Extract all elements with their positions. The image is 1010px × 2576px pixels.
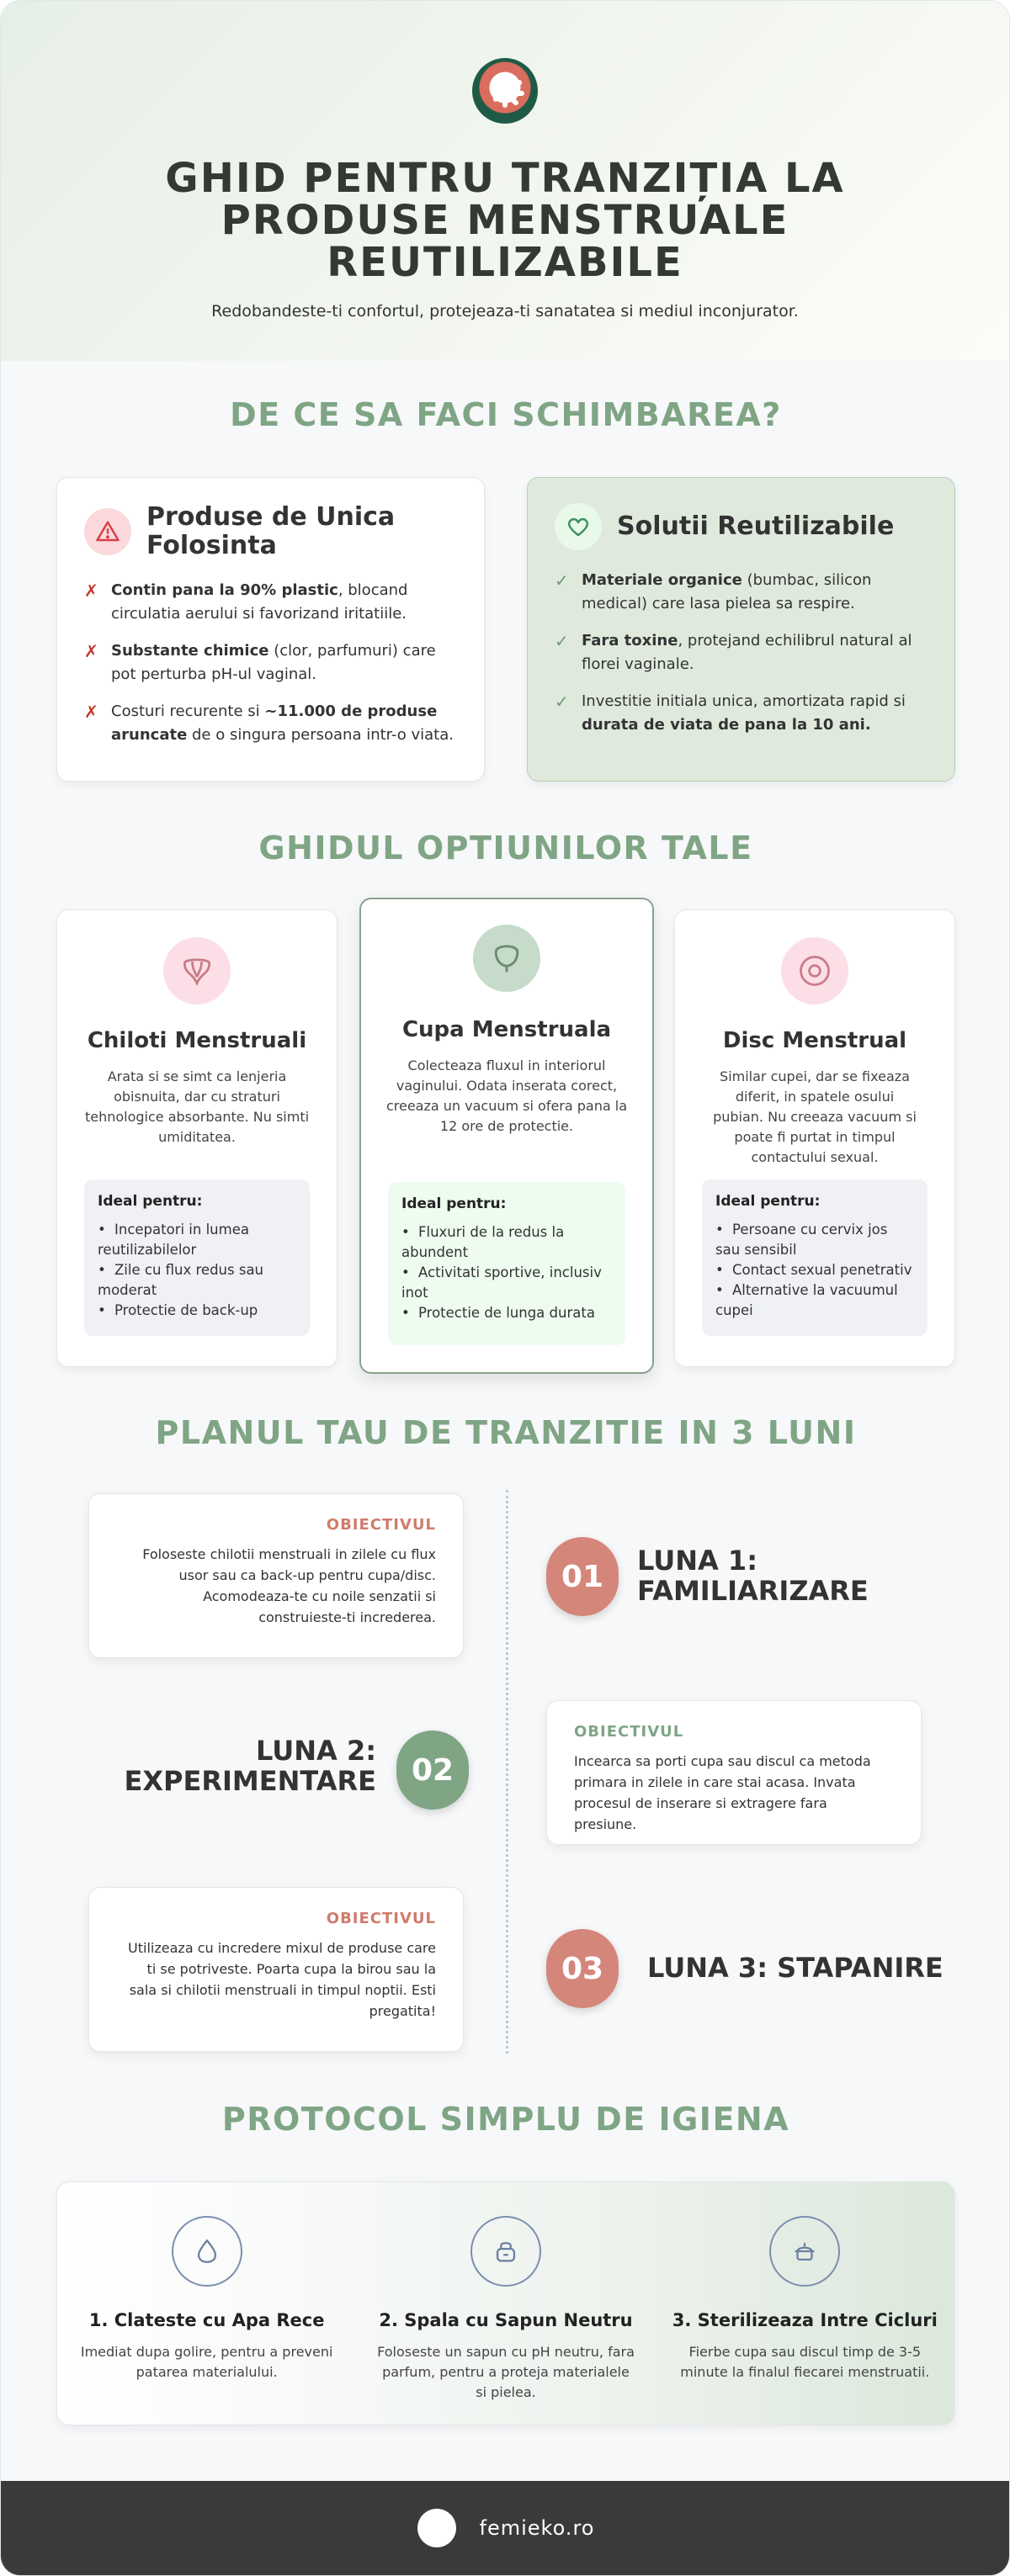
hygiene-step: [356, 2182, 655, 2425]
disposable-title: Produse de Unica Folosinta: [146, 502, 396, 560]
step-number-badge: 02: [396, 1731, 469, 1810]
ideal-item: • Incepatori in lumea reutilizabilelor: [98, 1220, 296, 1260]
hygiene-protocol: [56, 2181, 955, 2425]
comparison-item: ✗ Contin pana la 90% plastic, blocand circulatia aerului si favorizand iritatiile.: [84, 579, 457, 626]
objective-text: Foloseste chilotii menstruali in zilele cu flux usor sau ca back-up pentru cupa/disc. Acomodeaza-te cu noile senzatii si construieste-ti increderea.: [142, 1546, 436, 1625]
hygiene-step-text: Foloseste un sapun cu pH neutru, fara parfum, pentru a proteja materialele si pielea.: [377, 2344, 635, 2400]
boiling-pot-icon: [769, 2216, 840, 2287]
cross-icon: ✗: [84, 702, 98, 722]
ideal-box: [388, 1182, 625, 1345]
comparison-section: [56, 477, 955, 782]
objective-text: Incearca sa porti cupa sau discul ca metoda primara in zilele in care stai acasa. Invata procesul de inserare si extragere fara presiune.: [574, 1753, 871, 1832]
footer-site-link[interactable]: femieko.ro: [479, 2516, 595, 2540]
options-section-title: GHIDUL OPTIUNILOR TALE: [258, 830, 753, 867]
comparison-item: ✓ Investitie initiala unica, amortizata rapid si durata de viata de pana la 10 ani.: [555, 690, 928, 737]
option-title: Disc Menstrual: [722, 1028, 907, 1053]
reusable-title: Solutii Reutilizabile: [617, 511, 895, 541]
option-title: Chiloti Menstruali: [87, 1028, 307, 1053]
hero-header: [1, 1, 1009, 361]
warning-icon: [84, 508, 131, 555]
disposable-card: [56, 477, 485, 782]
step-label: LUNA 1: FAMILIARIZARE: [637, 1545, 869, 1607]
disposable-list: [84, 579, 457, 747]
timeline-card-month-1: [88, 1493, 464, 1658]
page-subtitle: Redobandeste-ti confortul, protejeaza-ti sanatatea si mediul inconjurator.: [211, 302, 799, 321]
ideal-item: • Fluxuri de la redus la abundent: [401, 1222, 612, 1263]
objective-label: OBIECTIVUL: [326, 1910, 436, 1927]
why-section-title: DE CE SA FACI SCHIMBAREA?: [230, 396, 782, 433]
comparison-item: ✓ Fara toxine, protejand echilibrul natural al florei vaginale.: [555, 629, 928, 676]
option-description: Arata si se simt ca lenjeria obisnuita, dar cu straturi tehnologice absorbante. Nu simti umiditatea.: [84, 1068, 310, 1145]
cross-icon: ✗: [84, 641, 98, 661]
hygiene-step-title: 2. Spala cu Sapun Neutru: [379, 2310, 633, 2330]
objective-text: Utilizeaza cu incredere mixul de produse care ti se potriveste. Poarta cupa la birou sau la sala si chilotii menstruali in timpul noptii. Esti pregatita!: [128, 1940, 436, 2019]
timeline-card-month-3: [88, 1887, 464, 2052]
reusable-card: [527, 477, 955, 782]
hygiene-section-title: PROTOCOL SIMPLU DE IGIENA: [221, 2101, 790, 2138]
step-number-badge: 03: [546, 1929, 619, 2008]
ideal-box: [702, 1179, 928, 1336]
timeline-card-month-2: [546, 1700, 922, 1845]
ideal-item: • Alternative la vacuumul cupei: [715, 1280, 914, 1321]
brand-logo: [472, 58, 538, 124]
comparison-item: ✗ Substante chimice (clor, parfumuri) care pot perturba pH-ul vaginal.: [84, 639, 457, 686]
footer: [1, 2481, 1010, 2575]
timeline-line: [506, 1490, 508, 2054]
ideal-item: • Zile cu flux redus sau moderat: [98, 1260, 296, 1301]
option-title: Cupa Menstruala: [401, 1017, 612, 1042]
objective-label: OBIECTIVUL: [326, 1516, 436, 1534]
step-label: LUNA 2: EXPERIMENTARE: [124, 1735, 376, 1797]
check-icon: ✓: [555, 570, 569, 591]
ideal-item: • Protectie de back-up: [98, 1301, 296, 1321]
hygiene-step-title: 3. Sterilizeaza Intre Cicluri: [672, 2310, 938, 2330]
option-card-underwear: [56, 909, 338, 1367]
ideal-item: • Activitati sportive, inclusiv inot: [401, 1263, 612, 1303]
hygiene-step-text: Fierbe cupa sau discul timp de 3-5 minute la finalul fiecarei menstruatii.: [680, 2344, 930, 2380]
page-title: GHID PENTRU TRANZIȚIA LA PRODUSE MENSTRUALE REUTILIZABILE: [165, 155, 845, 286]
check-icon: ✓: [555, 692, 569, 712]
options-section: [56, 898, 955, 1370]
water-drop-icon: [172, 2216, 242, 2287]
ideal-item: • Contact sexual penetrativ: [715, 1260, 914, 1280]
ideal-item: • Protectie de lunga durata: [401, 1303, 612, 1323]
check-icon: ✓: [555, 631, 569, 651]
reusable-list: [555, 569, 928, 737]
option-card-disc: [674, 909, 955, 1367]
transition-timeline: [1, 1490, 1010, 2062]
ideal-label: Ideal pentru:: [401, 1195, 507, 1212]
soap-icon: [470, 2216, 541, 2287]
heart-icon: [555, 503, 602, 550]
comparison-item: ✓ Materiale organice (bumbac, silicon medical) care lasa pielea sa respire.: [555, 569, 928, 616]
ideal-label: Ideal pentru:: [98, 1193, 203, 1210]
underwear-icon: [163, 937, 231, 1004]
option-description: Similar cupei, dar se fixeaza diferit, in spatele osului pubian. Nu creeaza vacuum si poate fi purtat in timpul contactului sexual.: [713, 1068, 917, 1165]
option-card-cup: [359, 898, 654, 1374]
hygiene-step-text: Imediat dupa golire, pentru a preveni patarea materialului.: [80, 2344, 333, 2380]
option-description: Colecteaza fluxul in interiorul vaginului. Odata inserata corect, creeaza un vacuum si ofera pana la 12 ore de protectie.: [385, 1057, 628, 1134]
hygiene-step-title: 1. Clateste cu Apa Rece: [88, 2310, 325, 2330]
ideal-item: • Persoane cu cervix jos sau sensibil: [715, 1220, 914, 1260]
hygiene-step: [57, 2182, 356, 2425]
step-number-badge: 01: [546, 1537, 619, 1616]
disc-icon: [781, 937, 848, 1004]
cup-icon: [473, 925, 540, 992]
comparison-item: ✗ Costuri recurente si ~11.000 de produse aruncate de o singura persoana intr-o viata.: [84, 700, 457, 747]
hygiene-step: [656, 2182, 954, 2425]
ideal-label: Ideal pentru:: [715, 1193, 821, 1210]
footer-logo: [417, 2509, 456, 2547]
plan-section-title: PLANUL TAU DE TRANZITIE IN 3 LUNI: [155, 1414, 857, 1451]
step-label: LUNA 3: STAPANIRE: [647, 1952, 944, 1984]
cross-icon: ✗: [84, 580, 98, 601]
objective-label: OBIECTIVUL: [574, 1723, 684, 1741]
ideal-box: [84, 1179, 310, 1336]
